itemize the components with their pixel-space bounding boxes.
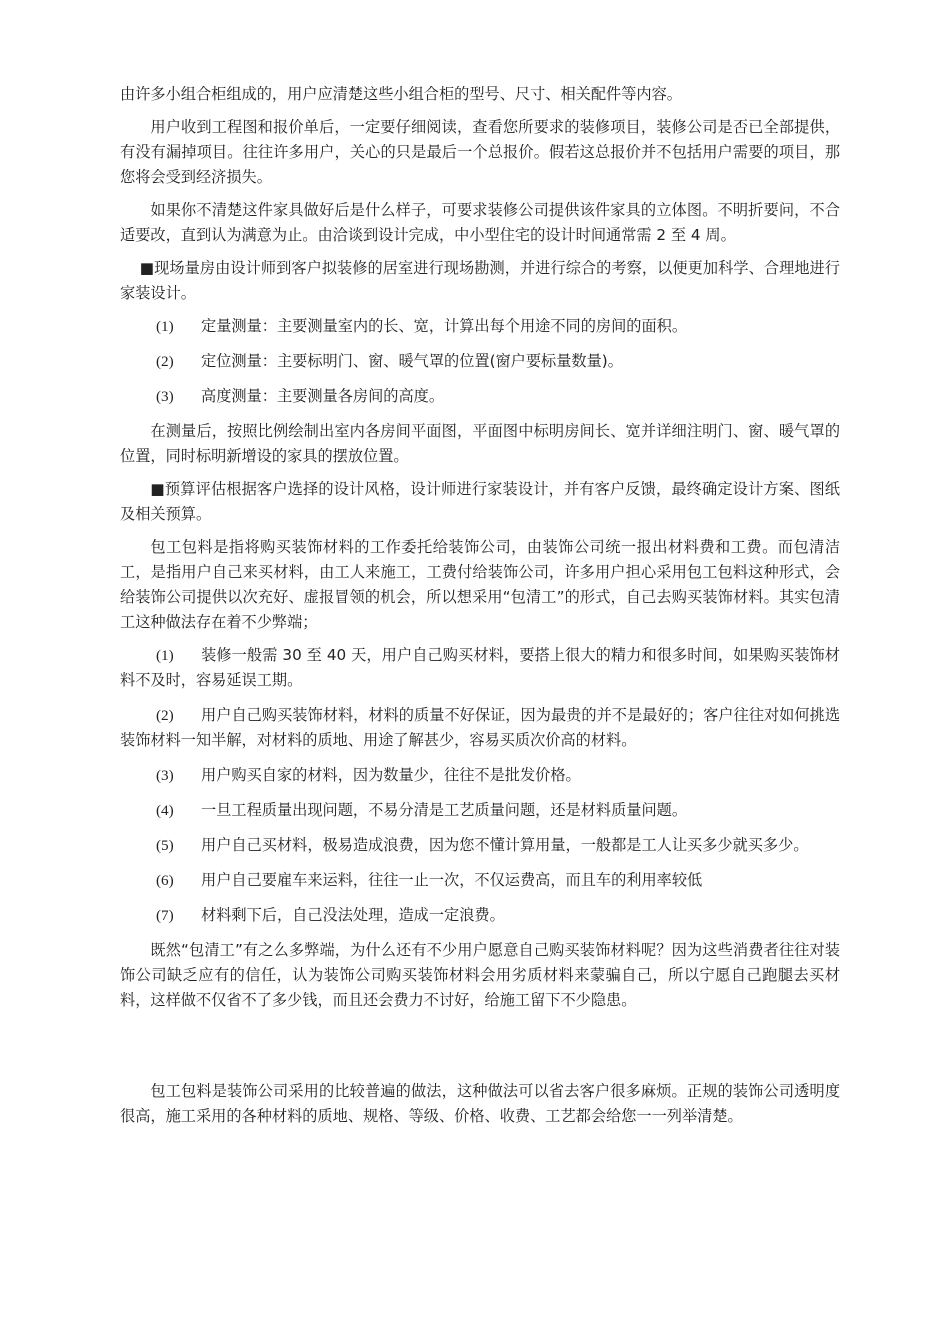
item-number: (4) <box>156 802 174 819</box>
paragraph-full-package: 包工包料是装饰公司采用的比较普遍的做法，这种做法可以省去客户很多麻烦。正规的装饰公司透明度很高，施工采用的各种材料的质地、规格、等级、价格、收费、工艺都会给您一一列举清楚。 <box>120 1082 840 1125</box>
item-number: (6) <box>156 872 174 889</box>
list-item <box>120 384 840 409</box>
item-number: (3) <box>156 388 174 405</box>
list-item <box>120 349 840 374</box>
item-number: (1) <box>156 318 174 335</box>
spacer <box>120 1021 840 1079</box>
paragraph-budget: ■预算评估根据客户选择的设计风格，设计师进行家装设计，并有客户反馈，最终确定设计方案、图纸及相关预算。 <box>120 480 840 523</box>
item-number: (2) <box>156 353 174 370</box>
item-text: 用户自己买材料，极易造成浪费，因为您不懂计算用量，一般都是工人让买多少就买多少。 <box>201 836 809 854</box>
item-number: (1) <box>156 647 174 664</box>
item-number: (2) <box>156 707 174 724</box>
list-item <box>120 833 840 858</box>
measure-list <box>120 314 840 409</box>
item-text: 装修一般需 30 至 40 天，用户自己购买材料，要搭上很大的精力和很多时间，如果购买装饰材料不及时，容易延误工期。 <box>120 646 840 689</box>
paragraph-site-measure: ■现场量房由设计师到客户拟装修的居室进行现场勘测，并进行综合的考察，以便更加科学、合理地进行家装设计。 <box>120 259 840 302</box>
item-text: 用户自己购买装饰材料，材料的质量不好保证，因为最贵的并不是最好的；客户往往对如何挑选装饰材料一知半解，对材料的质地、用途了解甚少，容易买质次价高的材料。 <box>120 706 840 749</box>
item-text: 用户购买自家的材料，因为数量少，往往不是批发价格。 <box>201 766 581 784</box>
item-number: (5) <box>156 837 174 854</box>
item-text: 高度测量：主要测量各房间的高度。 <box>201 387 444 405</box>
paragraph-check-quote: 用户收到工程图和报价单后，一定要仔细阅读，查看您所要求的装修项目，装修公司是否已全部提供，有没有漏掉项目。往往许多用户，关心的只是最后一个总报价。假若这总报价并不包括用户需要的项目，那您将会受到经济损失。 <box>120 118 840 186</box>
item-number: (7) <box>156 907 174 924</box>
list-item <box>120 643 840 693</box>
item-text: 定位测量：主要标明门、窗、暖气罩的位置(窗户要标量数量)。 <box>201 352 623 370</box>
list-item <box>120 868 840 893</box>
item-text: 材料剩下后，自己没法处理，造成一定浪费。 <box>201 906 505 924</box>
paragraph-cabinet-note: 由许多小组合柜组成的，用户应清楚这些小组合柜的型号、尺寸、相关配件等内容。 <box>120 85 682 103</box>
item-text: 一旦工程质量出现问题，不易分清是工艺质量问题，还是材料质量问题。 <box>201 801 687 819</box>
item-text: 用户自己要雇车来运料，往往一止一次，不仅运费高，而且车的利用率较低 <box>201 871 703 889</box>
item-number: (3) <box>156 767 174 784</box>
item-text: 定量测量：主要测量室内的长、宽，计算出每个用途不同的房间的面积。 <box>201 317 687 335</box>
paragraph-distrust: 既然“包清工”有之么多弊端，为什么还有不少用户愿意自己购买装饰材料呢？因为这些消费者往往对装饰公司缺乏应有的信任，认为装饰公司购买装饰材料会用劣质材料来蒙骗自己，所以宁愿自己跑腿去买材料，这样做不仅省不了多少钱，而且还会费力不讨好，给施工留下不少隐患。 <box>120 941 840 1009</box>
list-item <box>120 314 840 339</box>
list-item <box>120 703 840 753</box>
cons-list <box>120 643 840 928</box>
list-item <box>120 798 840 823</box>
list-item <box>120 903 840 928</box>
paragraph-3d-drawing: 如果你不清楚这件家具做好后是什么样子，可要求装修公司提供该件家具的立体图。不明折要问，不合适要改，直到认为满意为止。由洽谈到设计完成，中小型住宅的设计时间通常需 2 至 4 周。 <box>120 201 840 244</box>
paragraph-floor-plan: 在测量后，按照比例绘制出室内各房间平面图，平面图中标明房间长、宽并详细注明门、窗、暖气罩的位置，同时标明新增设的家具的摆放位置。 <box>120 422 840 465</box>
paragraph-contract-types: 包工包料是指将购买装饰材料的工作委托给装饰公司，由装饰公司统一报出材料费和工费。而包清洁工，是指用户自己来买材料，由工人来施工，工费付给装饰公司，许多用户担心采用包工包料这种形式，会给装饰公司提供以次充好、虚报冒领的机会，所以想采用“包清工”的形式，自己去购买装饰材料。其实包清工这种做法存在着不少弊端； <box>120 538 840 631</box>
document-body <box>120 82 840 1137</box>
list-item <box>120 763 840 788</box>
